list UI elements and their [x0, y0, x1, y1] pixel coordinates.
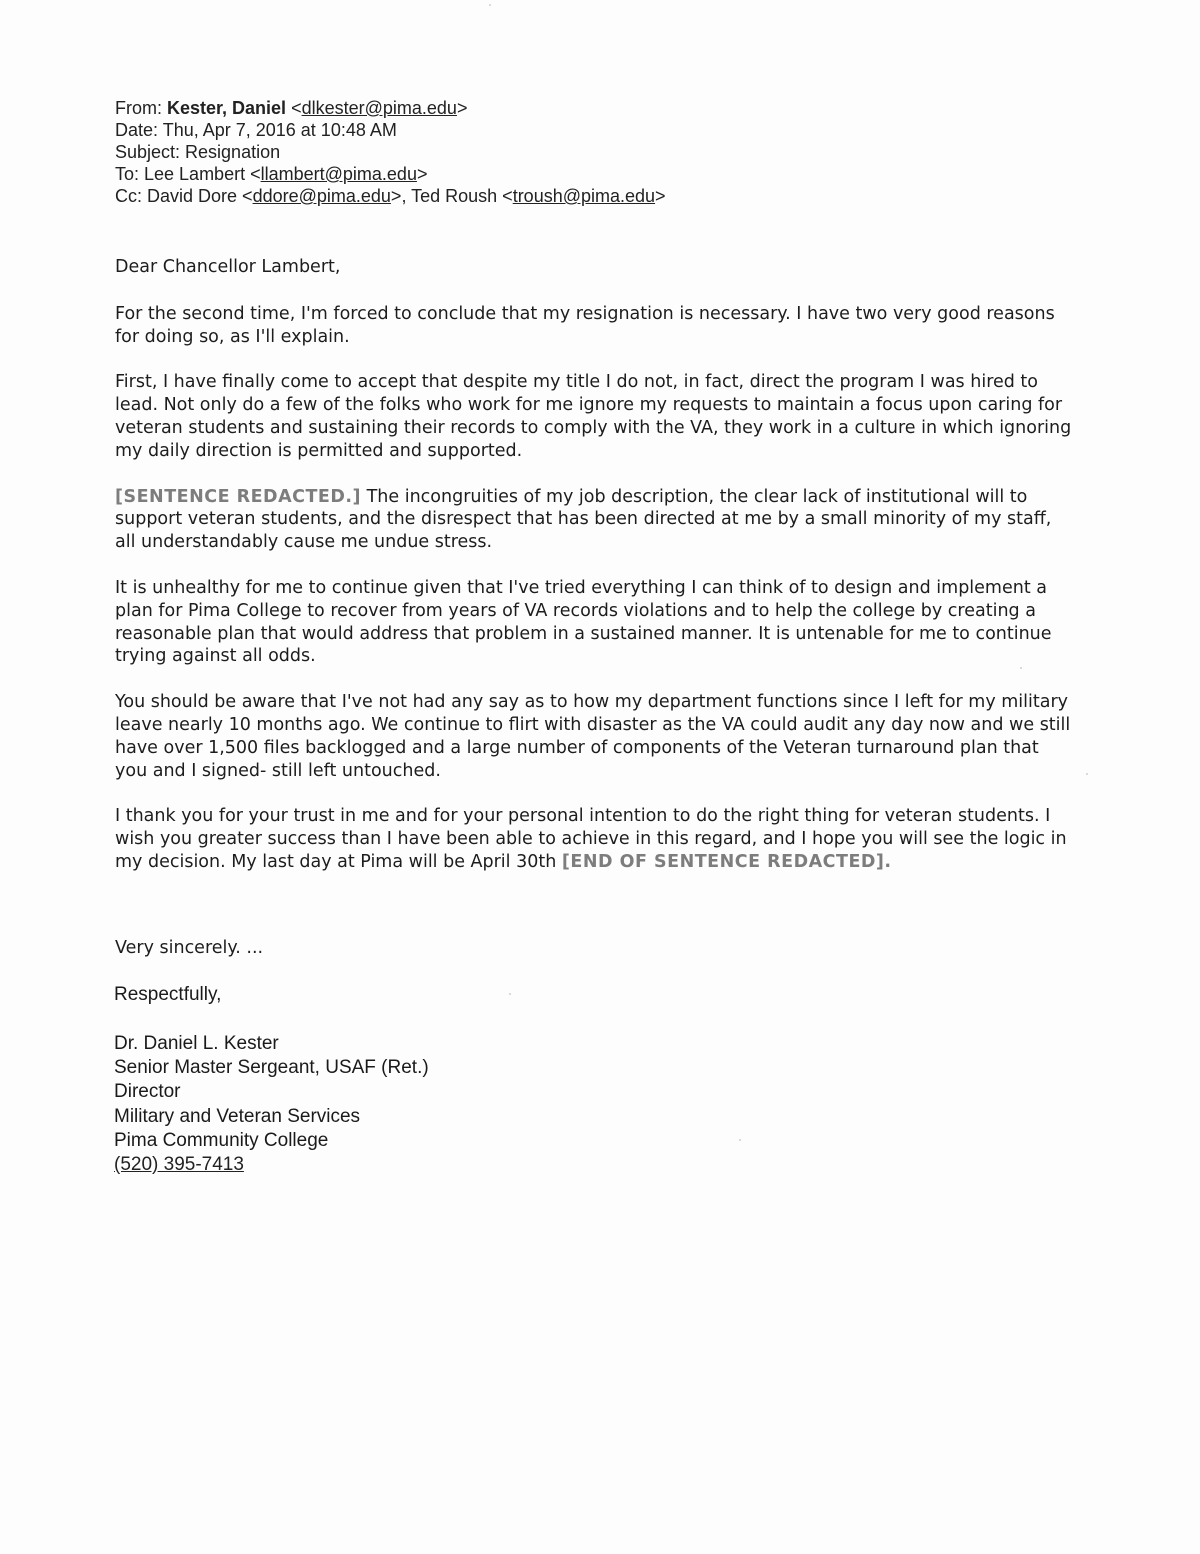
scan-speck	[739, 1139, 741, 1141]
to-line: To: Lee Lambert <llambert@pima.edu>	[115, 164, 428, 184]
paragraph-5: You should be aware that I've not had any say as to how my department functions since I left for my military leave nearly 10 months ago. We continue to flirt with disaster as the VA could audit any day now and we still have over 1,500 files backlogged and a large number of components of the Veteran turnaround plan that you and I signed- still left untouched.	[115, 692, 1071, 781]
signature-rank: Senior Master Sergeant, USAF (Ret.)	[114, 1057, 429, 1079]
paragraph-2: First, I have finally come to accept that despite my title I do not, in fact, direct the program I was hired to lead. Not only do a few of the folks who work for me ignore my requests to maintain a focus upon caring for veteran students and sustaining their records to comply with the VA, they work in a culture in which ignoring my daily direction is permitted and supported.	[115, 372, 1072, 461]
paragraph-6	[115, 805, 1075, 873]
scan-speck	[1086, 773, 1088, 775]
letter-body	[115, 256, 1075, 897]
signature-college: Pima Community College	[114, 1129, 329, 1151]
redaction-marker-end: [END OF SENTENCE REDACTED].	[561, 851, 892, 872]
redaction-marker: [SENTENCE REDACTED.]	[115, 486, 362, 507]
from-name: Kester, Daniel	[167, 98, 287, 118]
cc-email-link-1[interactable]: ddore@pima.edu	[252, 186, 391, 206]
to-email-link[interactable]: llambert@pima.edu	[260, 164, 417, 184]
signature-phone-link[interactable]: (520) 395-7413	[114, 1154, 244, 1176]
scan-speck	[509, 993, 511, 995]
paragraph-3-text: The incongruities of my job description, the clear lack of institutional will to support veteran students, and the disrespect that has been directed at me by a small minority of my staff, all understandably cause me undue stress.	[115, 486, 1052, 553]
from-label: From:	[115, 98, 167, 118]
signature-block	[114, 1032, 814, 1177]
from-email-link[interactable]: dlkester@pima.edu	[301, 98, 457, 118]
paragraph-6-text: I thank you for your trust in me and for your personal intention to do the right thing for veteran students. I wish you greater success than I have been able to achieve in this regard, and I hope you will see the logic in my decision. My last day at Pima will be April 30th	[115, 806, 1067, 872]
cc-separator: , Ted Roush	[401, 186, 503, 206]
paragraph-1: For the second time, I'm forced to conclude that my resignation is necessary. I have two very good reasons for doing so, as I'll explain.	[115, 303, 1055, 347]
cc-line: Cc: David Dore <ddore@pima.edu>, Ted Roush <troush@pima.edu>	[115, 186, 666, 206]
subject-line: Subject: Resignation	[115, 142, 281, 162]
email-header	[115, 97, 1115, 207]
cc-email-link-2[interactable]: troush@pima.edu	[512, 186, 656, 206]
signature-department: Military and Veteran Services	[114, 1105, 361, 1127]
to-label: To: Lee Lambert	[115, 164, 251, 184]
from-line: From: Kester, Daniel <dlkester@pima.edu>	[115, 98, 468, 118]
signature-title: Director	[114, 1081, 181, 1103]
paragraph-3	[115, 486, 1075, 554]
greeting: Dear Chancellor Lambert,	[115, 257, 341, 277]
date-line: Date: Thu, Apr 7, 2016 at 10:48 AM	[115, 120, 397, 140]
scan-speck	[1020, 667, 1022, 669]
scan-speck	[489, 4, 491, 6]
signature-name: Dr. Daniel L. Kester	[114, 1033, 279, 1054]
closing-sincerely: Very sincerely. ...	[115, 938, 264, 958]
closing-respectfully: Respectfully,	[114, 984, 222, 1005]
paragraph-4: It is unhealthy for me to continue given that I've tried everything I can think of to design and implement a plan for Pima College to recover from years of VA records violations and to help the college by creating a reasonable plan that would address that problem in a sustained manner. It is untenable for me to continue trying against all odds.	[115, 577, 1052, 667]
cc-label: Cc: David Dore	[115, 186, 243, 206]
